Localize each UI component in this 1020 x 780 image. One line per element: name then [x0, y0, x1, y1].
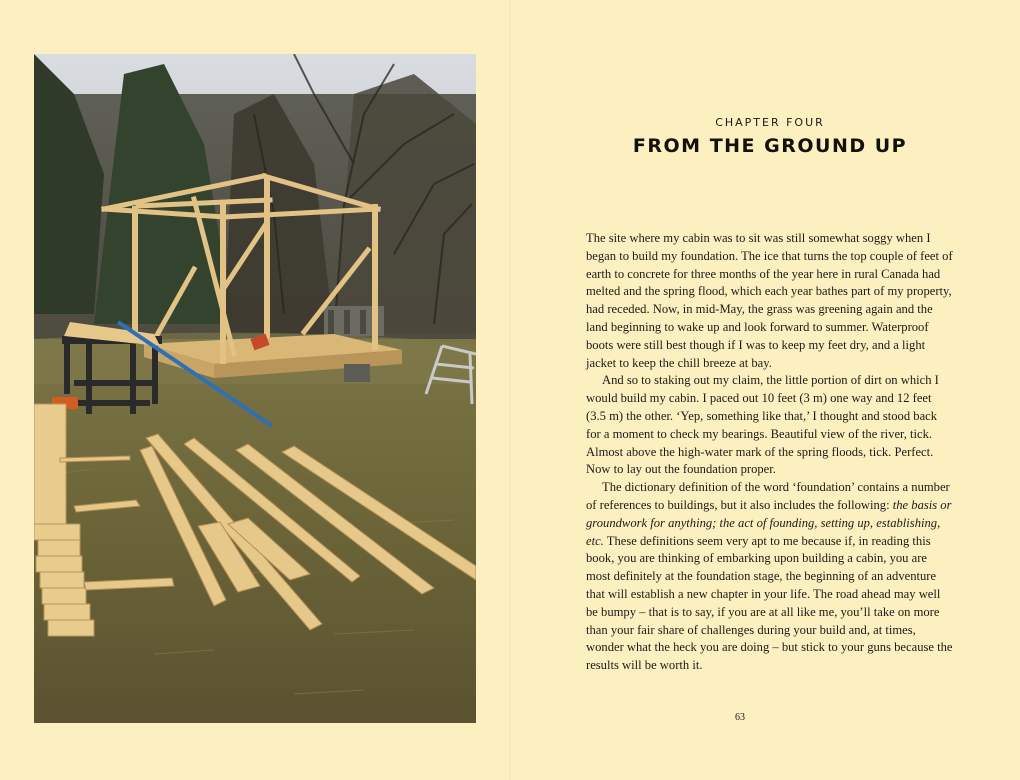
paragraph-1: The site where my cabin was to sit was still somewhat soggy when I began to build my foundation. The ice that turns the top couple of feet of earth to concrete for three months of the year here in rural Canada had melted and the spring flood, which each year bathes part of my property, had receded. Now, in mid-May, the grass was greening again and the land beginning to wake up and look forward to summer. Waterproof boots were still best though if I was to keep my feet dry, and a light jacket to keep the chill breeze at bay.	[586, 231, 953, 370]
paragraph-3	[586, 479, 954, 675]
chapter-title: FROM THE GROUND UP	[632, 135, 908, 157]
chapter-body	[586, 230, 954, 675]
page-gutter	[509, 0, 511, 780]
dictionary-definition: the basis or groundwork for anything; the act of founding, setting up, establishing, etc.	[586, 497, 952, 548]
chapter-label: CHAPTER FOUR	[715, 116, 825, 129]
paragraph-3-start: The dictionary definition of the word ‘foundation’ contains a number of references to buildings, but it also includes the following:	[586, 480, 950, 512]
paragraph-3-end: These definitions seem very apt to me because if, in reading this book, you are thinking of embarking upon building a cabin, you are most definitely at the foundation stage, the beginning of an adventure that will establish a new chapter in your life. The road ahead may well be bumpy – that is to say, if you are at all like me, you’ll take on more than your fair share of challenges during your build and, at times, wonder what the heck you are doing – but stick to your guns because the results will be worth it.	[586, 533, 953, 673]
paragraph-2: And so to staking out my claim, the little portion of dirt on which I would build my cabin. I paced out 10 feet (3 m) one way and 12 feet (3.5 m) the other. ‘Yep, something like that,’ I thought and stood back for a moment to check my bearings. Beautiful view of the river, tick. Almost above the high-water mark of the spring floods, tick. Perfect. Now to lay out the foundation proper.	[586, 373, 939, 477]
page-number: 63	[735, 712, 745, 723]
cabin-frame-photo	[34, 54, 476, 723]
